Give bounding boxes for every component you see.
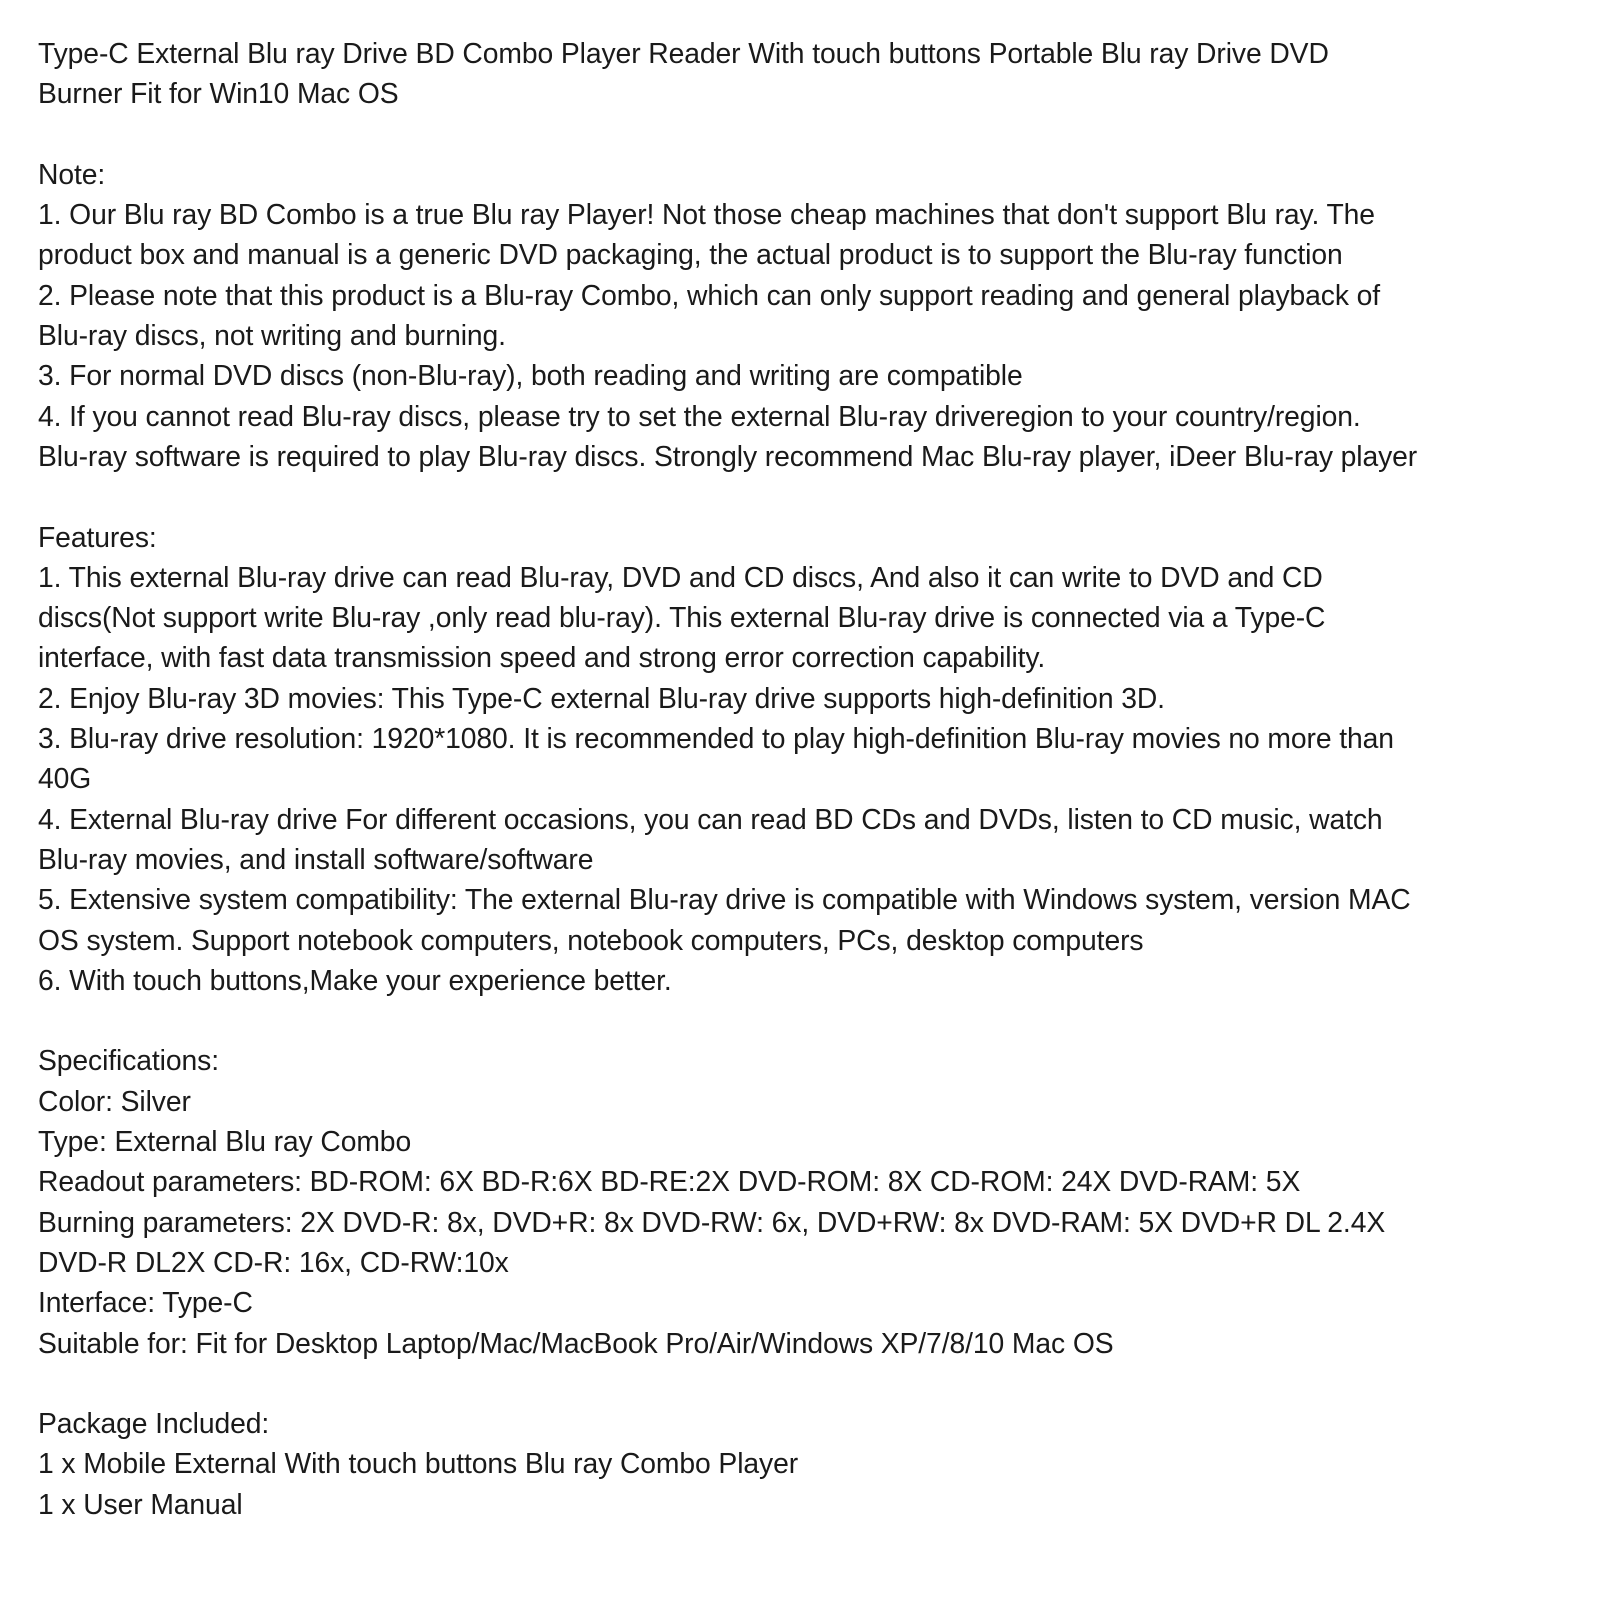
note-line: product box and manual is a generic DVD packaging, the actual product is to support the Blu-ray function [38,238,1343,271]
spec-line: Type: External Blu ray Combo [38,1125,412,1158]
features-heading: Features: [38,520,157,553]
feature-line: 2. Enjoy Blu-ray 3D movies: This Type-C external Blu-ray drive supports high-definition 3D. [38,681,1165,714]
title-line: Type-C External Blu ray Drive BD Combo Player Reader With touch buttons Portable Blu ray Drive DVD [38,37,1329,69]
note-section [38,154,1588,476]
package-line: 1 x User Manual [38,1487,243,1520]
package-heading: Package Included: [38,1407,270,1440]
feature-line: 40G [38,762,92,795]
spec-line: Color: Silver [38,1084,191,1117]
spec-line: Readout parameters: BD-ROM: 6X BD-R:6X BD-RE:2X DVD-ROM: 8X CD-ROM: 24X DVD-RAM: 5X [38,1165,1301,1198]
spec-line: DVD-R DL2X CD-R: 16x, CD-RW:10x [38,1245,509,1278]
package-section [38,1403,1588,1524]
spec-line: Interface: Type-C [38,1286,253,1319]
feature-line: Blu-ray movies, and install software/software [38,842,594,875]
feature-line: discs(Not support write Blu-ray ,only read blu-ray). This external Blu-ray drive is connected via a Type-C [38,601,1326,634]
feature-line: 4. External Blu-ray drive For different occasions, you can read BD CDs and DVDs, listen to CD music, watch [38,802,1383,835]
note-line: 2. Please note that this product is a Blu-ray Combo, which can only support reading and general playback of [38,278,1381,311]
section-spacer [38,1363,1588,1403]
product-description [38,33,1588,1524]
features-section [38,517,1588,1001]
note-line: Blu-ray discs, not writing and burning. [38,319,506,352]
feature-line: interface, with fast data transmission speed and strong error correction capability. [38,641,1046,674]
feature-line: OS system. Support notebook computers, notebook computers, PCs, desktop computers [38,923,1144,956]
feature-line: 1. This external Blu-ray drive can read Blu-ray, DVD and CD discs, And also it can write to DVD and CD [38,560,1323,593]
specifications-section [38,1040,1588,1362]
package-line: 1 x Mobile External With touch buttons Blu ray Combo Player [38,1447,799,1480]
section-spacer [38,476,1588,516]
section-spacer [38,114,1588,154]
section-spacer [38,1000,1588,1040]
feature-line: 6. With touch buttons,Make your experience better. [38,963,672,996]
note-line: 4. If you cannot read Blu-ray discs, please try to set the external Blu-ray driveregion to your country/region. [38,399,1361,432]
spec-line: Suitable for: Fit for Desktop Laptop/Mac/MacBook Pro/Air/Windows XP/7/8/10 Mac OS [38,1326,1114,1359]
feature-line: 5. Extensive system compatibility: The external Blu-ray drive is compatible with Windows system, version MAC [38,883,1411,916]
spec-line: Burning parameters: 2X DVD-R: 8x, DVD+R: 8x DVD-RW: 6x, DVD+RW: 8x DVD-RAM: 5X DVD+R DL 2.4X [38,1205,1386,1238]
note-line: Blu-ray software is required to play Blu-ray discs. Strongly recommend Mac Blu-ray player, iDeer Blu-ray player [38,439,1418,472]
note-line: 3. For normal DVD discs (non-Blu-ray), both reading and writing are compatible [38,359,1023,392]
feature-line: 3. Blu-ray drive resolution: 1920*1080. It is recommended to play high-definition Blu-ray movies no more than [38,722,1394,755]
title-block [38,33,1588,114]
title-line: Burner Fit for Win10 Mac OS [38,77,399,110]
note-line: 1. Our Blu ray BD Combo is a true Blu ray Player! Not those cheap machines that don't support Blu ray. The [38,198,1375,231]
specifications-heading: Specifications: [38,1044,219,1077]
note-heading: Note: [38,157,106,190]
